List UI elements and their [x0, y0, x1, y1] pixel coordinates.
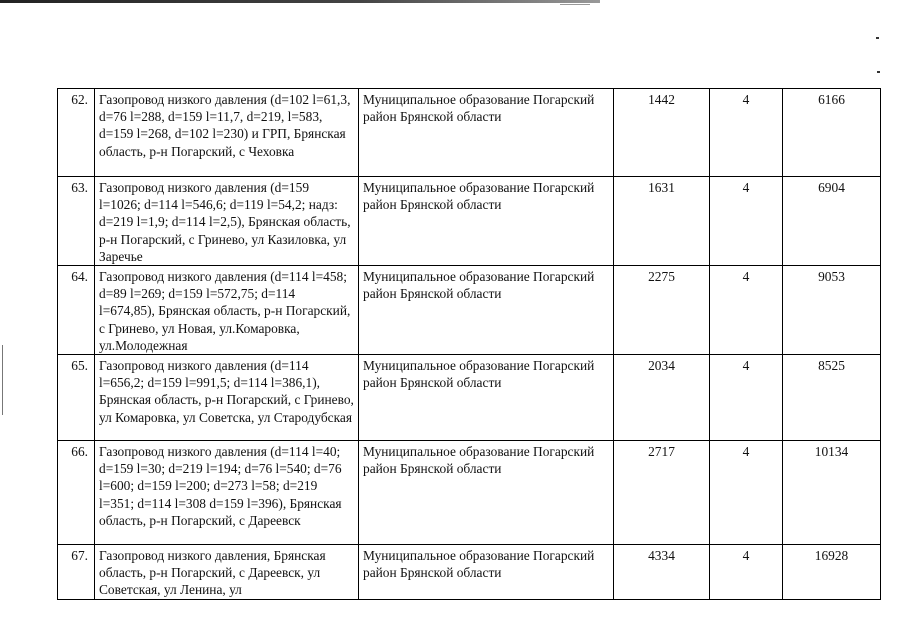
object-length: 1631: [614, 177, 710, 266]
object-value: 6166: [783, 89, 881, 177]
row-number: 66.: [58, 441, 95, 545]
object-name: Газопровод низкого давления (d=114 l=40; d=159 l=30; d=219 l=194; d=76 l=540; d=76 l=600; d=159 l=200; d=273 l=58; d=219 l=351; d=114 l=308 d=159 l=396), Брянская область, р-н Погарский, с Дареевск: [95, 441, 359, 545]
scan-speck: [877, 71, 880, 73]
object-owner: Муниципальное образование Погарский район Брянской области: [359, 545, 614, 600]
row-number: 62.: [58, 89, 95, 177]
object-length: 4334: [614, 545, 710, 600]
scan-edge-left: [2, 345, 3, 415]
object-owner: Муниципальное образование Погарский район Брянской области: [359, 177, 614, 266]
object-category: 4: [710, 266, 783, 355]
object-owner: Муниципальное образование Погарский район Брянской области: [359, 355, 614, 441]
registry-table: [57, 88, 881, 600]
scan-speck: [876, 37, 879, 39]
object-category: 4: [710, 177, 783, 266]
object-name: Газопровод низкого давления (d=159 l=1026; d=114 l=546,6; d=119 l=54,2; надз: d=219 l=1,9; d=114 l=2,5), Брянская область, р-н Погарский, с Гринево, ул Казиловка, ул Заречье: [95, 177, 359, 266]
table-row: [58, 89, 881, 177]
row-number: 65.: [58, 355, 95, 441]
scan-edge-mark: [560, 4, 590, 5]
row-number: 67.: [58, 545, 95, 600]
object-value: 8525: [783, 355, 881, 441]
row-number: 63.: [58, 177, 95, 266]
object-category: 4: [710, 441, 783, 545]
row-number: 64.: [58, 266, 95, 355]
table-row: [58, 441, 881, 545]
table-row: [58, 355, 881, 441]
object-value: 10134: [783, 441, 881, 545]
object-value: 16928: [783, 545, 881, 600]
object-owner: Муниципальное образование Погарский район Брянской области: [359, 89, 614, 177]
object-name: Газопровод низкого давления (d=114 l=458; d=89 l=269; d=159 l=572,75; d=114 l=674,85), Брянская область, р-н Погарский, с Гринево, ул Новая, ул.Комаровка, ул.Молодежная: [95, 266, 359, 355]
object-length: 1442: [614, 89, 710, 177]
object-length: 2717: [614, 441, 710, 545]
table-row: [58, 545, 881, 600]
object-category: 4: [710, 355, 783, 441]
object-value: 6904: [783, 177, 881, 266]
object-length: 2275: [614, 266, 710, 355]
object-owner: Муниципальное образование Погарский район Брянской области: [359, 441, 614, 545]
object-owner: Муниципальное образование Погарский район Брянской области: [359, 266, 614, 355]
object-name: Газопровод низкого давления, Брянская область, р-н Погарский, с Дареевск, ул Советская, ул Ленина, ул: [95, 545, 359, 600]
object-category: 4: [710, 545, 783, 600]
object-category: 4: [710, 89, 783, 177]
object-length: 2034: [614, 355, 710, 441]
object-name: Газопровод низкого давления (d=102 l=61,3, d=76 l=288, d=159 l=11,7, d=219, l=583, d=159 l=268, d=102 l=230) и ГРП, Брянская область, р-н Погарский, с Чеховка: [95, 89, 359, 177]
table-row: [58, 266, 881, 355]
object-value: 9053: [783, 266, 881, 355]
table-row: [58, 177, 881, 266]
object-name: Газопровод низкого давления (d=114 l=656,2; d=159 l=991,5; d=114 l=386,1), Брянская область, р-н Погарский, с Гринево, ул Комаровка, ул Советска, ул Стародубская: [95, 355, 359, 441]
scan-edge-top: [0, 0, 600, 3]
